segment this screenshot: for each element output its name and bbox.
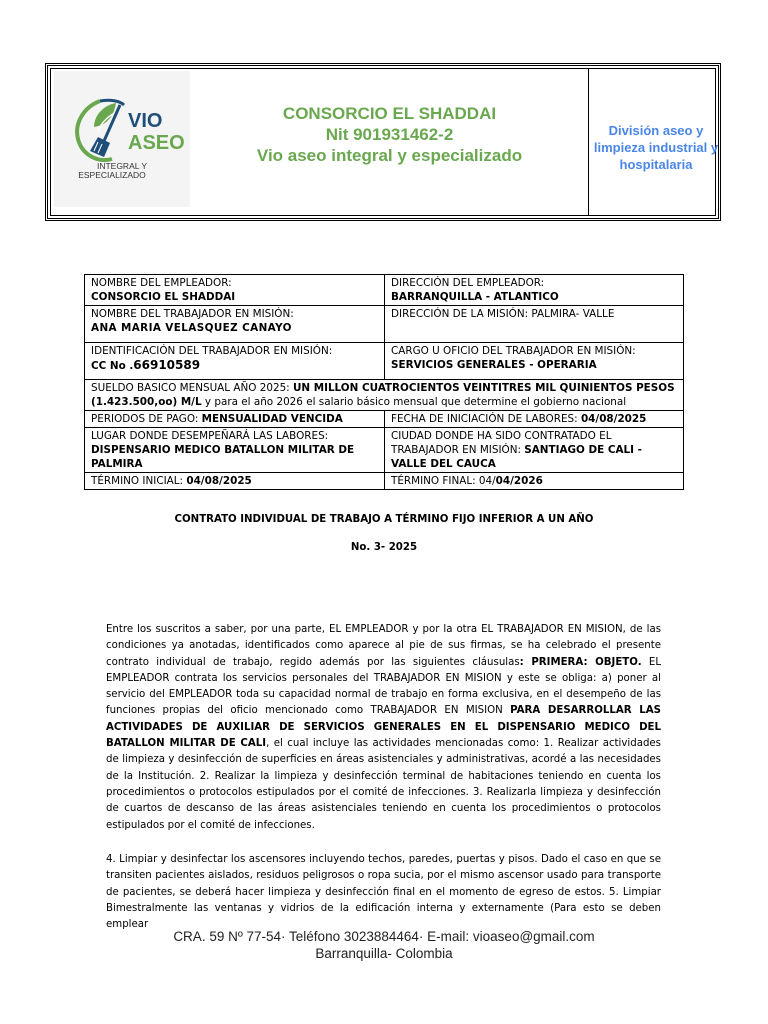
paragraph-1-object: EL EMPLEADOR contrata los servicios personales del TRABAJADOR EN MISION y este se obliga: a) poner al servicio del EMPLEADOR toda su capacidad normal de trabajo en forma exclusiva, en el desempeño de las funciones propias del oficio mencionado como TRABAJADOR EN MISION bbox=[106, 656, 661, 717]
company-division: División aseo y limpieza industrial y hospitalaria bbox=[593, 123, 719, 172]
salary-note: y para el año 2026 el salario básico mensual que determine el gobierno nacional bbox=[201, 396, 627, 408]
salary-label: SUELDO BASICO MENSUAL AÑO 2025: bbox=[91, 382, 293, 394]
letterhead-company-block bbox=[191, 103, 588, 166]
worker-id: 66910589 bbox=[133, 358, 201, 372]
company-name: CONSORCIO EL SHADDAI bbox=[282, 104, 497, 123]
company-nit: Nit 901931462-2 bbox=[325, 125, 454, 144]
table-row bbox=[85, 428, 684, 473]
footer-city: Barranquilla- Colombia bbox=[315, 946, 453, 961]
employer-name-cell bbox=[85, 275, 385, 306]
workplace: DISPENSARIO MEDICO BATALLON MILITAR DE PALMIRA bbox=[91, 444, 355, 470]
table-row bbox=[85, 343, 684, 380]
logo-tagline-2: ESPECIALIZADO bbox=[78, 170, 146, 180]
company-logo bbox=[54, 71, 190, 207]
salary-amount: UN MILLON CUATROCIENTOS VEINTITRES MIL QUINIENTOS PESOS (1.423.500,oo) M/L bbox=[91, 382, 675, 408]
contract-paragraph-2: 4. Limpiar y desinfectar los ascensores incluyendo techos, paredes, puertas y pisos. Dado el caso en que se transiten pacientes aislados, residuos peligrosos o ropa sucia, por el mismo ascensor usado para transporte de pacientes, se deberá hacer limpieza y desinfección final en el momento de egreso de estos. 5. Limpiar Bimestralmente las ventanas y vidrios de la edificación interna y externamente (Para esto se deben emplear bbox=[106, 854, 661, 931]
start-date-label: FECHA DE INICIACIÓN DE LABORES: bbox=[391, 413, 581, 425]
letterhead-inner-border bbox=[50, 68, 719, 216]
city: SANTIAGO DE CALI - VALLE DEL CAUCA bbox=[391, 444, 642, 470]
contract-title: CONTRATO INDIVIDUAL DE TRABAJO A TÉRMINO FIJO INFERIOR A UN AÑO bbox=[174, 514, 594, 525]
start-date-cell bbox=[385, 411, 684, 428]
logo-brand-top: VIO bbox=[128, 110, 163, 132]
leaf-broom-icon bbox=[54, 71, 190, 207]
contract-number: No. 3- 2025 bbox=[350, 542, 418, 553]
employer-address-label: DIRECCIÓN DEL EMPLEADOR: bbox=[391, 277, 545, 289]
page-footer bbox=[0, 928, 768, 962]
paragraph-1-intro: Entre los suscritos a saber, por una parte, EL EMPLEADOR y por la otra EL TRABAJADOR EN MISION, de las condiciones ya anotadas, identificados como aparece al pie de sus firmas, se ha celebrado el presente contrato individual de trabajo, regido además por las siguientes cláusulas bbox=[106, 624, 661, 668]
employer-address-cell bbox=[385, 275, 684, 306]
paragraph-1-activities-heading: PARA DESARROLLAR LAS ACTIVIDADES DE AUXILIAR DE SERVICIOS GENERALES EN EL DISPENSARIO MEDICO DEL BATALLON MILITAR DE CALI bbox=[106, 705, 661, 750]
table-row bbox=[85, 411, 684, 428]
employer-address: BARRANQUILLA - ATLANTICO bbox=[391, 291, 559, 303]
clause-first-heading: : PRIMERA: OBJETO. bbox=[519, 656, 642, 668]
worker-id-label: IDENTIFICACIÓN DEL TRABAJADOR EN MISIÓN: bbox=[91, 345, 333, 357]
final-term-label: TÉRMINO FINAL: 04/ bbox=[391, 475, 496, 487]
table-row bbox=[85, 275, 684, 306]
workplace-cell bbox=[85, 428, 385, 473]
initial-term: 04/08/2025 bbox=[186, 475, 252, 487]
city-label: CIUDAD DONDE HA SIDO CONTRATADO EL TRABAJADOR EN MISIÓN: bbox=[391, 430, 612, 456]
table-row bbox=[85, 473, 684, 490]
employer-name: CONSORCIO EL SHADDAI bbox=[91, 291, 236, 303]
salary-cell bbox=[85, 380, 684, 411]
position-label: CARGO U OFICIO DEL TRABAJADOR EN MISIÓN: bbox=[391, 345, 636, 357]
position-cell bbox=[385, 343, 684, 380]
worker-name-cell bbox=[85, 306, 385, 343]
worker-name-label: NOMBRE DEL TRABAJADOR EN MISIÓN: bbox=[91, 308, 294, 320]
logo-brand-bottom: ASEO bbox=[128, 132, 185, 154]
logo-tagline-1: INTEGRAL Y bbox=[96, 161, 148, 171]
worker-name: ANA MARIA VELASQUEZ CANAYO bbox=[91, 322, 292, 334]
start-date: 04/08/2025 bbox=[580, 413, 647, 425]
worker-id-prefix: CC No . bbox=[91, 360, 134, 372]
employer-name-label: NOMBRE DEL EMPLEADOR: bbox=[91, 277, 232, 289]
paragraph-1-activities: , el cual incluye las actividades mencionadas como: 1. Realizar actividades de limpieza y desinfección de superficies en áreas asistenciales y administrativas, acordé a las necesidades de la Institución. 2. Realizar la limpieza y desinfección terminal de habitaciones teniendo en cuenta los procedimientos o protocolos estipulados por el comité de infecciones. 3. Realizarla limpieza y desinfección de cuartos de descanso de las áreas asistenciales teniendo en cuenta los procedimientos o protocolos estipulados por el comité de infecciones. bbox=[106, 738, 661, 831]
contract-paragraph-1 bbox=[106, 622, 661, 834]
final-term: 04/2026 bbox=[495, 475, 543, 487]
footer-contact: CRA. 59 Nº 77-54· Teléfono 3023884464· E-mail: vioaseo@gmail.com bbox=[173, 929, 595, 944]
table-row bbox=[85, 380, 684, 411]
letterhead-divider bbox=[588, 69, 589, 215]
mission-address: DIRECCIÓN DE LA MISIÓN: PALMIRA- VALLE bbox=[391, 308, 615, 320]
contract-info-table bbox=[84, 274, 684, 490]
city-cell bbox=[385, 428, 684, 473]
mission-address-cell bbox=[385, 306, 684, 343]
final-term-cell bbox=[385, 473, 684, 490]
position: SERVICIOS GENERALES - OPERARIA bbox=[391, 359, 597, 371]
pay-period-cell bbox=[85, 411, 385, 428]
initial-term-label: TÉRMINO INICIAL: bbox=[91, 475, 187, 487]
company-slogan: Vio aseo integral y especializado bbox=[256, 146, 523, 165]
pay-period-label: PERIODOS DE PAGO: bbox=[91, 413, 202, 425]
pay-period: MENSUALIDAD VENCIDA bbox=[201, 413, 343, 425]
initial-term-cell bbox=[85, 473, 385, 490]
table-row bbox=[85, 306, 684, 343]
workplace-label: LUGAR DONDE DESEMPEÑARÁ LAS LABORES: bbox=[91, 430, 329, 442]
letterhead bbox=[45, 63, 721, 221]
worker-id-cell bbox=[85, 343, 385, 380]
